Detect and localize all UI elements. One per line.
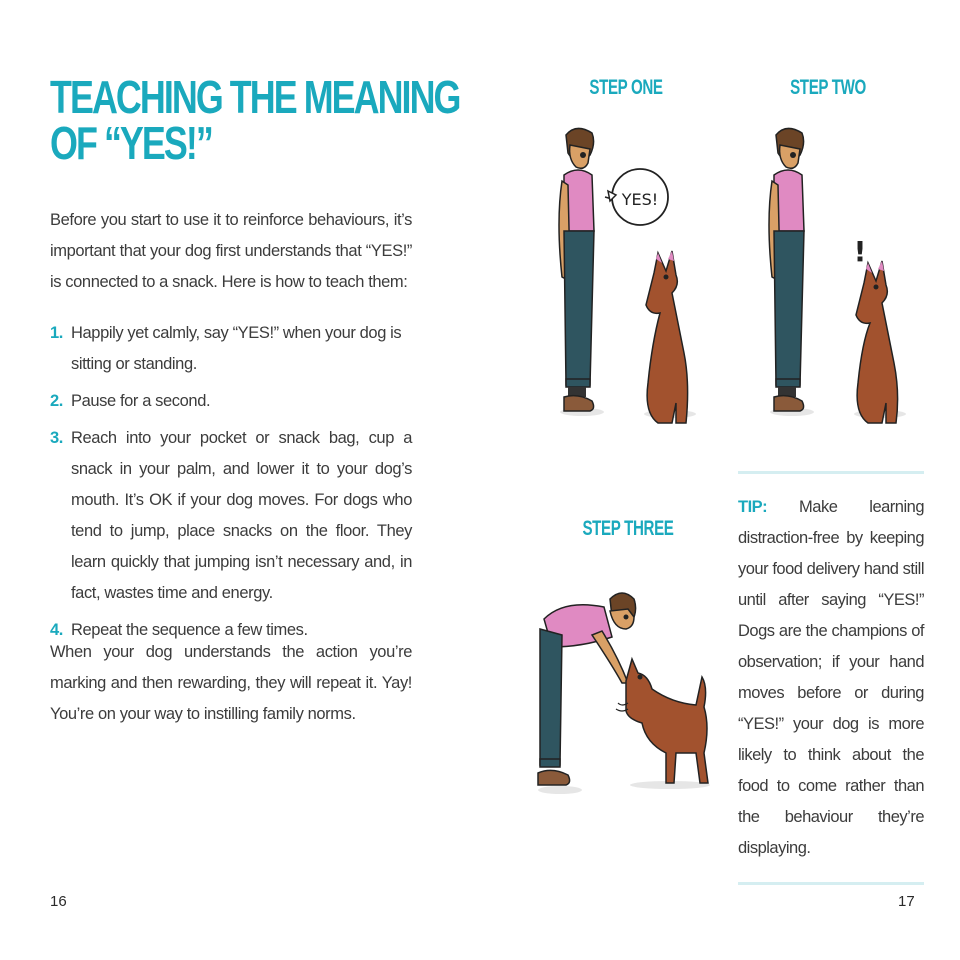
title-line-2: OF “YES!”: [50, 117, 212, 169]
step-three-illustration: [530, 585, 730, 800]
list-item: [50, 423, 412, 609]
svg-text:YES!: YES!: [621, 190, 659, 209]
step-two-illustration: [760, 125, 920, 425]
tip-body: Make learning distraction-free by keeping your food delivery hand still until after saying “YES!” Dogs are the champions of observation; if your hand moves before or during “YES!” your dog is more likely to think about the food to come rather than the behaviour they’re displaying.: [738, 498, 924, 857]
step-two-label: STEP TWO: [790, 76, 866, 99]
step-number: 1.: [50, 324, 63, 342]
step-number: 2.: [50, 392, 63, 410]
tip-text: [738, 492, 924, 864]
step-text: Repeat the sequence a few times.: [71, 621, 308, 639]
step-number: 4.: [50, 621, 63, 639]
right-page: [480, 0, 960, 960]
outro-paragraph: When your dog understands the action you’re marking and then rewarding, they will repeat it. Yay! You’re on your way to instilling family norms.: [50, 643, 412, 723]
step-text: Pause for a second.: [71, 392, 211, 410]
page-title: [50, 71, 460, 169]
step-text: Reach into your pocket or snack bag, cup a snack in your palm, and lower it to your dog’s mouth. It’s OK if your dog moves. For dogs who tend to jump, place snacks on the floor. They learn quickly that jumping isn’t necessary and, in fact, wastes time and energy.: [71, 429, 412, 602]
intro-paragraph: Before you start to use it to reinforce behaviours, it’s important that your dog first understands that “YES!” is connected to a snack. Here is how to teach them:: [50, 211, 412, 291]
list-item: [50, 386, 412, 417]
man-and-dog-icon: [550, 125, 710, 425]
step-one-illustration: [550, 125, 710, 425]
man-and-alert-dog-icon: [760, 125, 920, 425]
tip-box: [738, 471, 924, 885]
page-number-left: 16: [50, 893, 67, 910]
tip-top-rule: [738, 471, 924, 474]
tip-label: TIP:: [738, 498, 768, 516]
title-line-1: TEACHING THE MEANING: [50, 71, 460, 123]
svg-text:!: !: [853, 235, 867, 268]
steps-list: [50, 318, 412, 652]
tip-bottom-rule: [738, 882, 924, 885]
list-item: [50, 318, 412, 380]
step-one-label: STEP ONE: [589, 76, 663, 99]
step-number: 3.: [50, 429, 63, 447]
step-three-label: STEP THREE: [582, 517, 674, 540]
step-text: Happily yet calmly, say “YES!” when your dog is sitting or standing.: [71, 324, 402, 373]
man-feeding-dog-icon: [530, 585, 730, 800]
page-number-right: 17: [898, 893, 915, 910]
